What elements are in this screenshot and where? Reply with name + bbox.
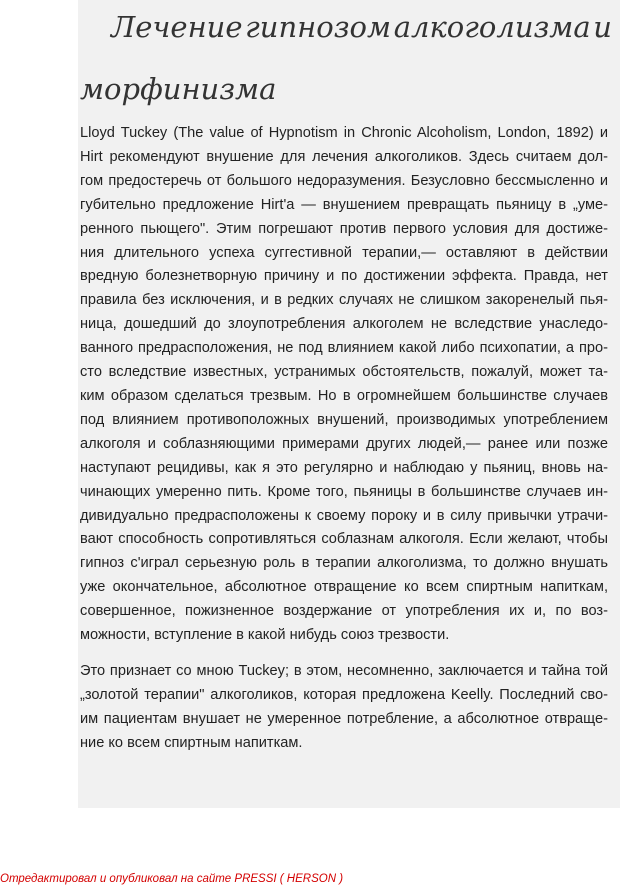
title-word: алкоголизма [393,10,591,44]
text-line: ние ко всем спиртным напиткам. [80,735,303,752]
text-line: ренного пьющего". Этим погрешают против первого условия для достиже- [80,220,608,237]
text-line: сто вследствие известных, устранимых обстоятельств, пожалуй, может та- [80,364,608,381]
text-line: уже окончательное, абсолютное отвращение ко всем спиртным напиткам, [80,579,608,596]
article-body [80,122,608,756]
text-line: гипноз с'играл серьезную роль в терапии алкоголизма, то должно внушать [80,555,608,572]
text-line: ница, дошедший до злоупотребления алкоголем не вследствие унаследо- [80,316,608,333]
text-line: ким образом сделаться трезвым. Но в огромнейшем большинстве случаев [80,387,608,404]
text-line: Это признает со мною Tuckey; в этом, несомненно, заключается и тайна той [80,663,608,680]
paragraph-1 [80,122,608,648]
text-line: гом предостеречь от большого недоразумения. Безусловно бессмысленно и [80,172,608,189]
text-line: губительно предложение Hirt'a — внушением превращать пьяницу в „уме- [80,196,608,213]
title-line-1 [80,0,612,54]
text-line: наступают рецидивы, как я это регулярно и наблюдаю у пьяниц, вновь на- [80,459,608,476]
title-line-2: морфинизма [80,72,277,106]
text-line: можности, вступление в какой нибудь союз трезвости. [80,627,450,644]
footer-credit: Отредактировал и опубликовал на сайте PRESSI ( HERSON ) [0,873,344,885]
title-word: Лечение [111,10,243,44]
text-line: им пациентам внушает не умеренное потребление, а абсолютное отвраще- [80,711,608,728]
text-line: совершенное, пожизненное воздержание от употребления их и, по воз- [80,603,608,620]
text-line: ния длительного успеха суггестивной терапии,— оставляют в действии [80,244,608,261]
text-line: вают способность сопротивляться соблазнам алкоголя. Если желают, чтобы [80,531,608,548]
text-line: правила без исключения, и в редких случаях не слишком закоренелый пья- [80,292,608,309]
text-line: ванного предрасположения, не под влиянием какой либо психопатии, а про- [80,340,608,357]
page-title [80,0,620,116]
text-line: „золотой терапии" алкоголиков, которая предложена Keelly. Последний сво- [80,687,608,704]
paragraph-2 [80,660,608,756]
text-line: дивидуально предрасположены к своему пороку и в силу привычки утрачи- [80,507,608,524]
text-line: вредную болезнетворную причину и по достижении эффекта. Правда, нет [80,268,608,285]
text-line: Lloyd Tuckey (The value of Hypnotism in Chronic Alcoholism, London, 1892) и [80,125,608,141]
title-word: гипнозом [245,10,392,44]
text-line: алкоголя и соблазняющими примерами других людей,— ранее или позже [80,435,608,452]
text-line: Hirt рекомендуют внушение для лечения алкоголиков. Здесь считаем дол- [80,148,608,165]
title-word: и [593,10,612,44]
text-line: под влиянием противоположных внушений, производимых употреблением [80,411,608,428]
text-line: чинающих умеренно пить. Кроме того, пьяницы в большинстве случаев ин- [80,483,608,500]
